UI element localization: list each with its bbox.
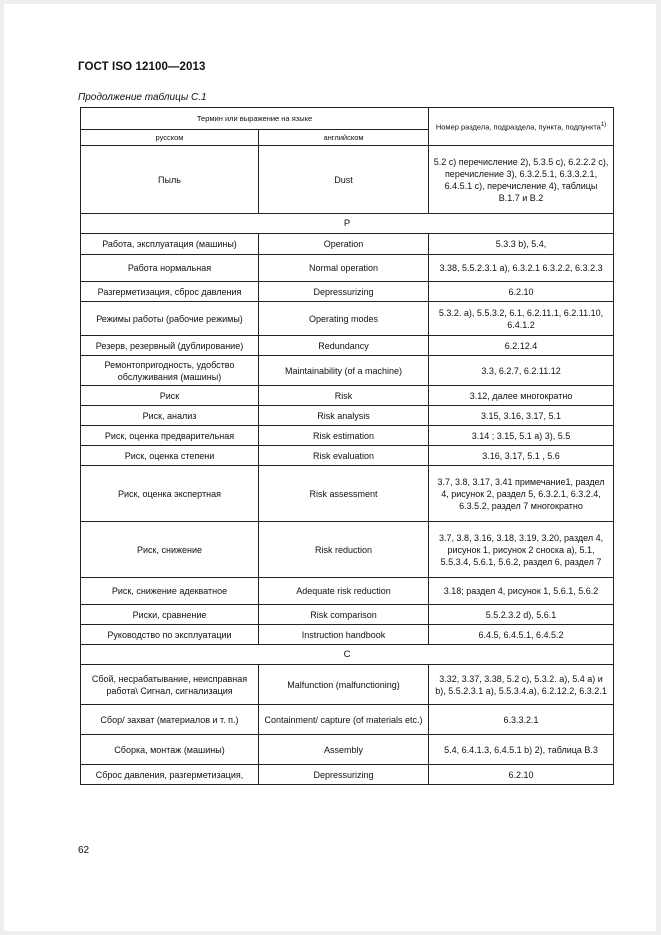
term-russian: Ремонтопригодность, удобство обслуживания (машины) (81, 356, 259, 386)
term-reference: 3.14 ; 3.15, 5.1 a) 3), 5.5 (429, 426, 614, 446)
term-russian: Риск (81, 386, 259, 406)
term-russian: Риск, оценка экспертная (81, 466, 259, 522)
term-reference: 5.3.3 b), 5.4, (429, 234, 614, 255)
term-english: Risk analysis (259, 406, 429, 426)
table-row (81, 356, 614, 386)
terms-table (80, 107, 614, 785)
term-english: Risk assessment (259, 466, 429, 522)
term-russian: Сбор/ захват (материалов и т. п.) (81, 705, 259, 735)
term-reference: 6.2.10 (429, 282, 614, 302)
term-reference: 3.12, далее многократно (429, 386, 614, 406)
term-english: Malfunction (malfunctioning) (259, 665, 429, 705)
table-row (81, 765, 614, 785)
term-reference: 6.2.10 (429, 765, 614, 785)
term-english: Normal operation (259, 255, 429, 282)
term-english: Operation (259, 234, 429, 255)
term-russian: Риск, оценка предварительная (81, 426, 259, 446)
term-russian: Риск, снижение адекватное (81, 578, 259, 605)
table-row (81, 466, 614, 522)
document-title: ГОСТ ISO 12100—2013 (78, 61, 206, 73)
term-russian: Риск, оценка степени (81, 446, 259, 466)
table-row (81, 406, 614, 426)
term-english: Redundancy (259, 336, 429, 356)
table-row (81, 234, 614, 255)
term-english: Risk reduction (259, 522, 429, 578)
term-russian: Режимы работы (рабочие режимы) (81, 302, 259, 336)
table-row (81, 255, 614, 282)
header-row (81, 108, 614, 130)
term-english: Adequate risk reduction (259, 578, 429, 605)
term-russian: Работа нормальная (81, 255, 259, 282)
table-row (81, 625, 614, 645)
term-english: Risk evaluation (259, 446, 429, 466)
table-row (81, 522, 614, 578)
section-letter: Р (81, 214, 614, 234)
term-reference: 3.38, 5.5.2.3.1 a), 6.3.2.1 6.3.2.2, 6.3.2.3 (429, 255, 614, 282)
term-english: Instruction handbook (259, 625, 429, 645)
term-russian: Сборка, монтаж (машины) (81, 735, 259, 765)
header-reference (429, 108, 614, 146)
term-reference: 3.3, 6.2.7, 6.2.11.12 (429, 356, 614, 386)
header-english: английском (259, 130, 429, 146)
term-english: Operating modes (259, 302, 429, 336)
term-english: Risk comparison (259, 605, 429, 625)
table-row (81, 705, 614, 735)
table-row (81, 146, 614, 214)
term-reference: 5.4, 6.4.1.3, 6.4.5.1 b) 2), таблица B.3 (429, 735, 614, 765)
section-letter: С (81, 645, 614, 665)
term-reference: 3.18; раздел 4, рисунок 1, 5.6.1, 5.6.2 (429, 578, 614, 605)
table-row (81, 302, 614, 336)
table-row (81, 735, 614, 765)
table-row (81, 386, 614, 406)
header-footnote-mark: 1) (600, 122, 607, 129)
table-row (81, 426, 614, 446)
term-english: Containment/ capture (of materials etc.) (259, 705, 429, 735)
term-russian: Риски, сравнение (81, 605, 259, 625)
term-english: Assembly (259, 735, 429, 765)
term-russian: Разгерметизация, сброс давления (81, 282, 259, 302)
term-russian: Сбой, несрабатывание, неисправная работа\ Сигнал, сигнализация (81, 665, 259, 705)
term-russian: Резерв, резервный (дублирование) (81, 336, 259, 356)
table-row (81, 665, 614, 705)
term-russian: Руководство по эксплуатации (81, 625, 259, 645)
term-english: Dust (259, 146, 429, 214)
term-russian: Работа, эксплуатация (машины) (81, 234, 259, 255)
table-row (81, 336, 614, 356)
term-reference: 6.4.5, 6.4.5.1, 6.4.5.2 (429, 625, 614, 645)
term-reference: 3.32, 3.37, 3.38, 5.2 c), 5.3.2. a), 5.4 a) и b), 5.5.2.3.1 a), 5.5.3.4.a), 6.2.12.2, 6.3.2.1 (429, 665, 614, 705)
header-russian: русском (81, 130, 259, 146)
term-reference: 6.2.12.4 (429, 336, 614, 356)
table-row (81, 605, 614, 625)
term-english: Depressurizing (259, 282, 429, 302)
term-reference: 3.15, 3.16, 3.17, 5.1 (429, 406, 614, 426)
table-row (81, 578, 614, 605)
section-row (81, 214, 614, 234)
term-reference: 3.7, 3.8, 3.16, 3.18, 3.19, 3.20, раздел 4, рисунок 1, рисунок 2 сноска a), 5.1, 5.5.3.4, 5.6.1, 5.6.2, раздел 6, раздел 7 (429, 522, 614, 578)
term-russian: Пыль (81, 146, 259, 214)
term-reference: 5.2 с) перечисление 2), 5.3.5 с), 6.2.2.2 с), перечисление 3), 6.3.2.5.1, 6.3.3.2.1, 6.4.5.1 с), перечисление 4), таблицы В.1.7 и В.2 (429, 146, 614, 214)
table-row (81, 282, 614, 302)
term-russian: Риск, снижение (81, 522, 259, 578)
header-reference-text: Номер раздела, подраздела, пункта, подпункта (435, 122, 601, 132)
table-caption: Продолжение таблицы С.1 (78, 92, 207, 103)
term-reference: 3.16, 3.17, 5.1 , 5.6 (429, 446, 614, 466)
page-number: 62 (78, 845, 90, 856)
term-english: Maintainability (of a machine) (259, 356, 429, 386)
term-english: Depressurizing (259, 765, 429, 785)
term-english: Risk (259, 386, 429, 406)
term-reference: 5.5.2.3.2 d), 5.6.1 (429, 605, 614, 625)
term-reference: 5.3.2. a), 5.5.3.2, 6.1, 6.2.11.1, 6.2.11.10, 6.4.1.2 (429, 302, 614, 336)
term-reference: 6.3.3.2.1 (429, 705, 614, 735)
section-row (81, 645, 614, 665)
term-russian: Сброс давления, разгерметизация, (81, 765, 259, 785)
table-row (81, 446, 614, 466)
term-english: Risk estimation (259, 426, 429, 446)
term-russian: Риск, анализ (81, 406, 259, 426)
term-reference: 3.7, 3.8, 3.17, 3.41 примечание1, раздел 4, рисунок 2, раздел 5, 6.3.2.1, 6.3.2.4, 6.3.5.2, раздел 7 многократно (429, 466, 614, 522)
header-term-group: Термин или выражение на языке (81, 108, 429, 130)
